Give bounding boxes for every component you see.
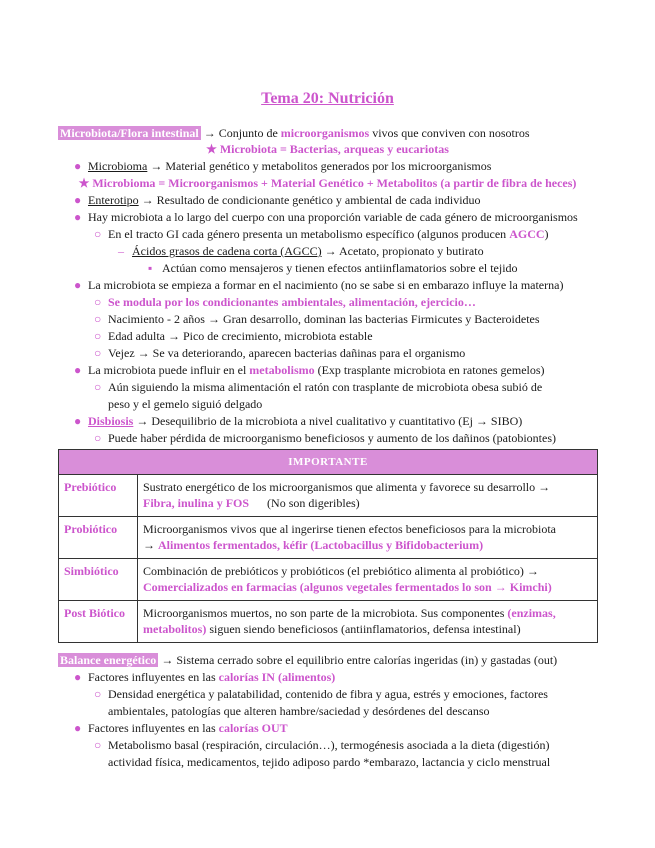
row-text-end: siguen siendo beneficiosos (antiinflamatorios, defensa intestinal) bbox=[206, 622, 521, 636]
bullet-text: Vejez → Se va deteriorando, aparecen bacterias dañinas para el organismo bbox=[108, 346, 466, 360]
bullet-disbiosis bbox=[74, 414, 522, 429]
sub-bullet-densidad bbox=[94, 687, 548, 702]
def-text-end: vivos que conviven con nosotros bbox=[369, 126, 530, 140]
bullet-icon: ● bbox=[74, 363, 82, 377]
sub-bullet-adulta bbox=[94, 329, 373, 344]
table-row bbox=[59, 559, 598, 601]
dash-bullet-agcc bbox=[118, 244, 484, 259]
page-title: Tema 20: Nutrición bbox=[261, 90, 394, 107]
circle-bullet-icon: ○ bbox=[94, 346, 102, 360]
circle-bullet-icon: ○ bbox=[94, 431, 102, 445]
def-prebiotico bbox=[138, 475, 598, 517]
bullet-icon: ● bbox=[74, 670, 82, 684]
def-postbiotico bbox=[138, 601, 598, 643]
star-note-microbioma: ★ Microbioma = Microorganismos + Material Genético + Metabolitos (a partir de fibra de heces) bbox=[78, 176, 577, 190]
term-simbiotico: Simbiótico bbox=[59, 559, 138, 601]
highlight-agcc: AGCC bbox=[509, 227, 545, 241]
bullet-icon: ● bbox=[74, 721, 82, 735]
bullet-microbiota-cuerpo bbox=[74, 210, 578, 225]
circle-bullet-icon: ○ bbox=[94, 227, 102, 241]
table-row bbox=[59, 601, 598, 643]
row-highlight: (enzimas, bbox=[507, 606, 556, 620]
sub-bullet-raton bbox=[94, 380, 542, 395]
bullet-text: Se modula por los condicionantes ambientales, alimentación, ejercicio… bbox=[108, 295, 476, 309]
bullet-icon: ● bbox=[74, 159, 82, 173]
term-enterotipo: Enterotipo bbox=[88, 193, 139, 207]
bullet-text: La microbiota se empieza a formar en el nacimiento (no se sabe si en embarazo influye la materna) bbox=[88, 278, 564, 292]
bullet-calorias-out bbox=[74, 721, 288, 736]
bullet-nacimiento bbox=[74, 278, 563, 293]
term-agcc: Ácidos grasos de cadena corta (AGCC) bbox=[132, 244, 322, 258]
sub-bullet-perdida bbox=[94, 431, 556, 446]
bullet-calorias-in bbox=[74, 670, 335, 685]
bullet-icon: ● bbox=[74, 278, 82, 292]
bullet-text: Hay microbiota a lo largo del cuerpo con una proporción variable de cada género de microorganismos bbox=[88, 210, 578, 224]
sub-bullet-modula bbox=[94, 295, 476, 310]
bullet-text-end: (Exp trasplante microbiota en ratones gemelos) bbox=[314, 363, 545, 377]
bullet-microbioma bbox=[74, 159, 491, 174]
term-probiotico: Probiótico bbox=[59, 517, 138, 559]
row-text: Microorganismos muertos, no son parte de la microbiota. Sus componentes bbox=[143, 606, 508, 620]
table-header: IMPORTANTE bbox=[59, 450, 598, 475]
dash-bullet-icon: – bbox=[118, 244, 124, 258]
bullet-icon: ● bbox=[74, 210, 82, 224]
row-highlight: Fibra, inulina y FOS bbox=[143, 496, 250, 510]
highlight-metabolismo: metabolismo bbox=[249, 363, 315, 377]
star-note-microbiota: ★ Microbiota = Bacterias, arqueas y eucariotas bbox=[206, 142, 449, 156]
bullet-icon: ● bbox=[74, 193, 82, 207]
def-highlight: microorganismos bbox=[280, 126, 370, 140]
bullet-text: Aún siguiendo la misma alimentación el ratón con trasplante de microbiota obesa subió de bbox=[108, 380, 543, 394]
term-balance: Balance energético bbox=[60, 653, 157, 667]
bullet-enterotipo bbox=[74, 193, 481, 208]
bullet-text: Metabolismo basal (respiración, circulación…), termogénesis asociada a la dieta (digestión) bbox=[108, 738, 550, 752]
circle-bullet-icon: ○ bbox=[94, 738, 102, 752]
sub-bullet-raton-cont: peso y el gemelo siguió delgado bbox=[108, 397, 263, 411]
highlight-calorias-in: calorías IN (alimentos) bbox=[218, 670, 336, 684]
table-row bbox=[59, 517, 598, 559]
def-simbiotico bbox=[138, 559, 598, 601]
bullet-icon: ● bbox=[74, 414, 82, 428]
circle-bullet-icon: ○ bbox=[94, 380, 102, 394]
circle-bullet-icon: ○ bbox=[94, 312, 102, 326]
microbiota-definition bbox=[58, 126, 530, 141]
circle-bullet-icon: ○ bbox=[94, 295, 102, 309]
row-text: Sustrato energético de los microorganismos que alimenta y favorece su desarrollo → bbox=[143, 480, 551, 494]
square-bullet-mensajeros bbox=[148, 261, 518, 276]
bullet-text: → Acetato, propionato y butirato bbox=[321, 244, 484, 258]
important-table bbox=[58, 449, 598, 643]
row-text: Microorganismos vivos que al ingerirse tienen efectos beneficiosos para la microbiota bbox=[143, 522, 556, 536]
def-text: → Conjunto de bbox=[200, 126, 281, 140]
table-header-row bbox=[59, 450, 598, 475]
bullet-text: Edad adulta → Pico de crecimiento, microbiota estable bbox=[108, 329, 373, 343]
term-disbiosis: Disbiosis bbox=[88, 414, 134, 428]
row-highlight: Comercializados en farmacias (algunos vegetales fermentados lo son → Kimchi) bbox=[143, 580, 552, 594]
sub-bullet-densidad-cont: ambientales, patologías que alteren hambre/saciedad y desórdenes del descanso bbox=[108, 704, 490, 718]
row-text-end: (No son digeribles) bbox=[267, 496, 360, 510]
bullet-text: En el tracto GI cada género presenta un metabolismo específico (algunos producen bbox=[108, 227, 510, 241]
term-postbiotico: Post Biótico bbox=[59, 601, 138, 643]
row-text: Combinación de prebióticos y probióticos (el prebiótico alimenta al probiótico) → bbox=[143, 564, 539, 578]
sub-bullet-metabolismo-basal bbox=[94, 738, 550, 753]
highlight-calorias-out: calorías OUT bbox=[218, 721, 288, 735]
bullet-text: La microbiota puede influir en el bbox=[88, 363, 250, 377]
bullet-text: Densidad energética y palatabilidad, contenido de fibra y agua, estrés y emociones, factores bbox=[108, 687, 548, 701]
row-arrow: → bbox=[143, 538, 158, 552]
bullet-metabolismo bbox=[74, 363, 545, 378]
sub-bullet-tracto-gi bbox=[94, 227, 549, 242]
def-text: → Sistema cerrado sobre el equilibrio entre calorías ingeridas (in) y gastadas (out) bbox=[158, 653, 558, 667]
bullet-text: Factores influyentes en las bbox=[88, 670, 219, 684]
bullet-text: Puede haber pérdida de microorganismo beneficiosos y aumento de los dañinos (patobiontes) bbox=[108, 431, 556, 445]
bullet-text: → Material genético y metabolitos generados por los microorganismos bbox=[147, 159, 492, 173]
table-row bbox=[59, 475, 598, 517]
bullet-text: Actúan como mensajeros y tienen efectos antiinflamatorios sobre el tejido bbox=[162, 261, 518, 275]
row-highlight-2: metabolitos) bbox=[143, 622, 207, 636]
bullet-text: Nacimiento - 2 años → Gran desarrollo, dominan las bacterias Firmicutes y Bacteroidetes bbox=[108, 312, 540, 326]
term-microbiota: Microbiota/Flora intestinal bbox=[60, 126, 199, 140]
bullet-text: → Desequilibrio de la microbiota a nivel cualitativo y cuantitativo (Ej → SIBO) bbox=[133, 414, 523, 428]
circle-bullet-icon: ○ bbox=[94, 687, 102, 701]
square-bullet-icon: ▪ bbox=[148, 261, 153, 275]
term-microbioma: Microbioma bbox=[88, 159, 148, 173]
bullet-text: Factores influyentes en las bbox=[88, 721, 219, 735]
sub-bullet-vejez bbox=[94, 346, 465, 361]
term-prebiotico: Prebiótico bbox=[59, 475, 138, 517]
sub-bullet-nacimiento bbox=[94, 312, 540, 327]
def-probiotico bbox=[138, 517, 598, 559]
row-highlight: Alimentos fermentados, kéfir (Lactobacillus y Bifidobacterium) bbox=[158, 538, 484, 552]
bullet-text-end: ) bbox=[544, 227, 549, 241]
bullet-text: → Resultado de condicionante genético y ambiental de cada individuo bbox=[138, 193, 481, 207]
sub-bullet-metabolismo-cont: actividad física, medicamentos, tejido adiposo pardo *embarazo, lactancia y ciclo menstrual bbox=[108, 755, 551, 769]
balance-energetico-definition bbox=[58, 653, 557, 668]
circle-bullet-icon: ○ bbox=[94, 329, 102, 343]
